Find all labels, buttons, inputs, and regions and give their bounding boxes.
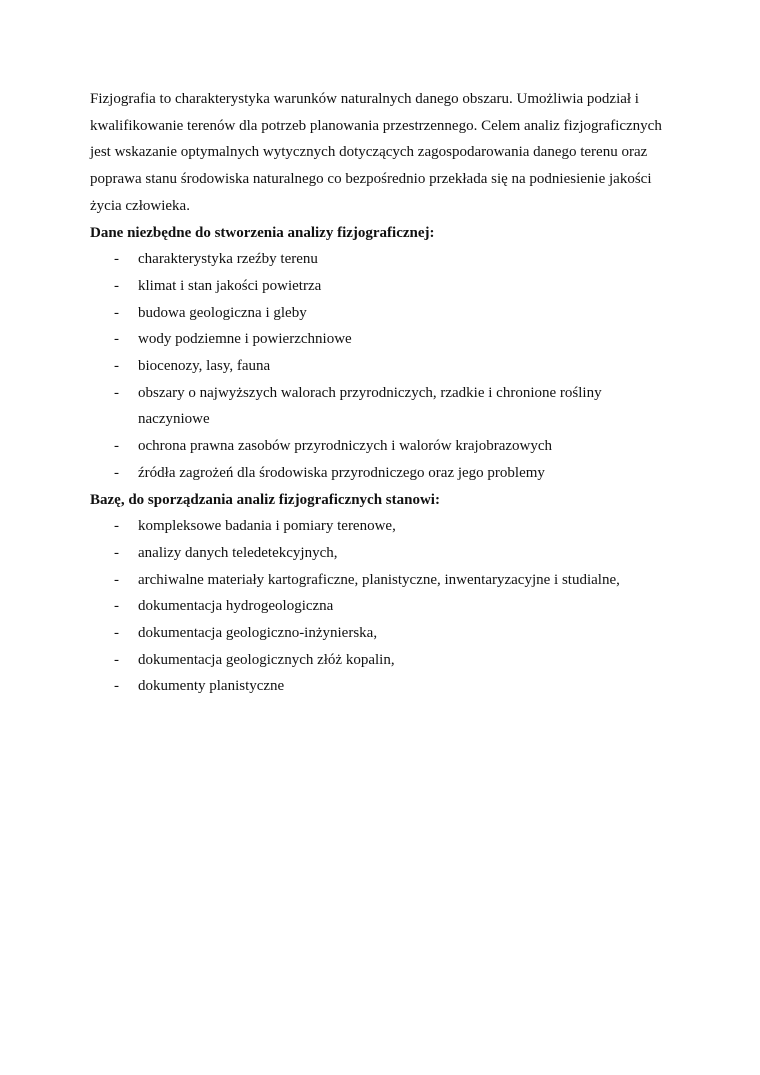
list-item-text: charakterystyka rzeźby terenu <box>138 251 318 268</box>
section-heading-base-sources: Bazę, do sporządzania analiz fizjograficznych stanowi: <box>90 491 440 508</box>
dash-bullet: - <box>114 331 119 348</box>
dash-bullet: - <box>114 571 119 588</box>
list-item-text: dokumentacja geologiczno-inżynierska, <box>138 625 378 642</box>
list-item <box>90 540 638 567</box>
list-item-text: ochrona prawna zasobów przyrodniczych i walorów krajobrazowych <box>138 438 553 455</box>
required-data-list <box>90 246 670 486</box>
list-item-text: obszary o najwyższych walorach przyrodniczych, rzadkie i chronione rośliny naczyniowe <box>138 384 602 428</box>
dash-bullet: - <box>114 358 119 375</box>
list-item <box>90 567 638 594</box>
list-item <box>90 460 638 487</box>
list-item <box>90 300 638 327</box>
list-item-text: biocenozy, lasy, fauna <box>138 358 271 375</box>
list-item <box>90 326 638 353</box>
list-item <box>90 433 638 460</box>
list-item-text: dokumentacja hydrogeologiczna <box>138 598 334 615</box>
list-item <box>90 273 638 300</box>
dash-bullet: - <box>114 544 119 561</box>
list-item <box>90 647 638 674</box>
list-item-text: dokumentacja geologicznych złóż kopalin, <box>138 651 395 668</box>
list-item-text: źródła zagrożeń dla środowiska przyrodniczego oraz jego problemy <box>138 464 545 481</box>
list-item-text: kompleksowe badania i pomiary terenowe, <box>138 518 396 535</box>
section-heading-data-required: Dane niezbędne do stworzenia analizy fizjograficznej: <box>90 224 435 241</box>
dash-bullet: - <box>114 625 119 642</box>
list-item <box>90 353 638 380</box>
list-item <box>90 513 638 540</box>
list-item <box>90 593 638 620</box>
dash-bullet: - <box>114 651 119 668</box>
dash-bullet: - <box>114 678 119 695</box>
document-body <box>90 86 670 700</box>
dash-bullet: - <box>114 251 119 268</box>
list-item <box>90 380 638 433</box>
dash-bullet: - <box>114 277 119 294</box>
list-item <box>90 246 638 273</box>
list-item-text: dokumenty planistyczne <box>138 678 285 695</box>
dash-bullet: - <box>114 304 119 321</box>
dash-bullet: - <box>114 384 119 401</box>
dash-bullet: - <box>114 464 119 481</box>
list-item-text: analizy danych teledetekcyjnych, <box>138 544 338 561</box>
dash-bullet: - <box>114 598 119 615</box>
list-item-text: klimat i stan jakości powietrza <box>138 277 322 294</box>
base-sources-list <box>90 513 670 700</box>
dash-bullet: - <box>114 438 119 455</box>
list-item <box>90 620 638 647</box>
intro-paragraph: Fizjografia to charakterystyka warunków naturalnych danego obszaru. Umożliwia podział i kwalifikowanie terenów dla potrzeb planowania przestrzennego. Celem analiz fizjograficznych jest wskazanie optymalnych wytycznych dotyczących zagospodarowania danego terenu oraz poprawa stanu środowiska naturalnego co bezpośrednio przekłada się na podniesienie jakości życia człowieka. <box>90 91 662 214</box>
list-item <box>90 673 638 700</box>
dash-bullet: - <box>114 518 119 535</box>
list-item-text: wody podziemne i powierzchniowe <box>138 331 352 348</box>
list-item-text: budowa geologiczna i gleby <box>138 304 307 321</box>
list-item-text: archiwalne materiały kartograficzne, planistyczne, inwentaryzacyjne i studialne, <box>138 571 620 588</box>
